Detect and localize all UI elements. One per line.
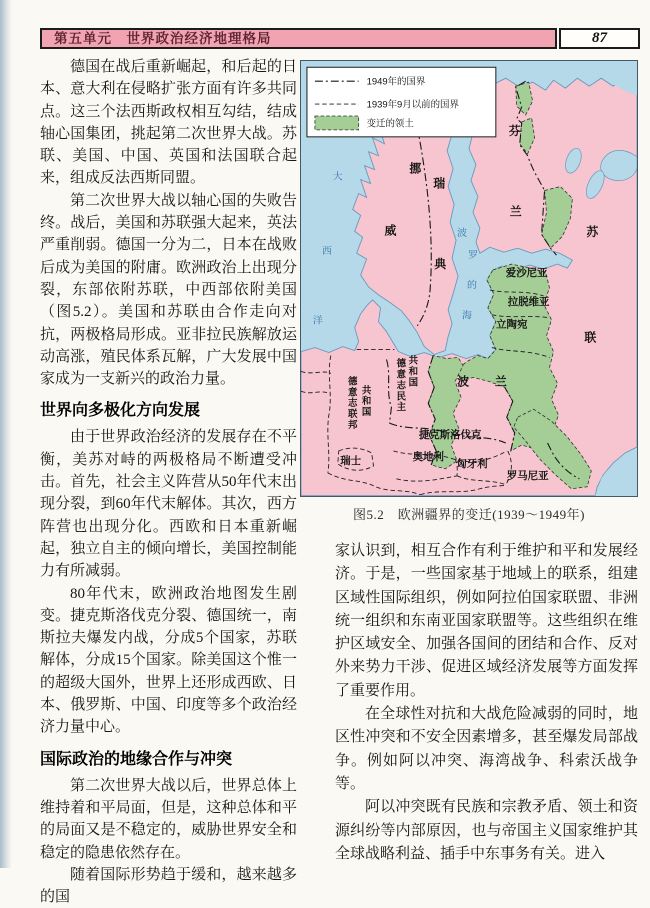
legend-label-1949: 1949年的国界 (366, 76, 426, 88)
map-label-atlantic-2: 西 (321, 246, 332, 258)
legend-label-1939: 1939年9月以前的国界 (366, 99, 459, 111)
map-label-west-germany-a: 德意志联邦 (347, 376, 358, 432)
map-label-west-germany-b: 共和国 (361, 385, 372, 419)
map-label-ussr-1: 苏 (586, 225, 599, 240)
map-label-ussr-2: 联 (584, 330, 597, 345)
paragraph: 在全球性对抗和大战危险减弱的同时，地区性冲突和不安全因素增多，甚至爆发局部战争。例如阿以冲突、海湾战争、科索沃战争等。 (335, 706, 638, 792)
paragraph: 第二次世界大战以后，世界总体上维持着和平局面，但是，这种总体和平的局面又是不稳定的，威胁世界安全和稳定的隐患依然存在。 (40, 777, 297, 861)
map-label-atlantic-3: 洋 (312, 315, 323, 327)
map-label-austria: 奥地利 (412, 451, 444, 463)
paragraph: 随着国际形势趋于缓和，越来越多的国 (40, 866, 297, 906)
paragraph: 由于世界政治经济的发展存在不平衡，美苏对峙的两极格局不断遭受冲击。首先，社会主义阵营从50年代末出现分裂，到60年代末解体。其次，西方阵营也出现分化。西欧和日本重新崛起，独立自主的倾向增长，美国控制能力有所减弱。 (40, 429, 297, 580)
map-label-finland-2: 兰 (509, 204, 522, 219)
unit-title: 第五单元 世界政治经济地理格局 (54, 31, 272, 46)
section-heading-multipolar: 世界向多极化方向发展 (40, 402, 201, 420)
map-label-latvia: 拉脱维亚 (507, 296, 550, 308)
paragraph: 第二次世界大战以轴心国的失败告终。战后，美国和苏联强大起来，英法严重削弱。德国一分为二，日本在战败后成为美国的附庸。欧洲政治上出现分裂，东部依附苏联，中西部依附美国（图5.2）。美国和苏联由合作走向对抗，两极格局形成。亚非拉民族解放运动高涨，殖民体系瓦解，广大发展中国家成为一支新兴的政治力量。 (40, 192, 297, 388)
map-label-norway-2: 威 (384, 223, 397, 238)
legend-swatch-changed-territory (315, 116, 359, 130)
map-caption: 图5.2 欧洲疆界的变迁(1939～1949年) (353, 507, 585, 522)
map-label-baltic-4: 海 (462, 310, 472, 322)
unit-header-bar (40, 28, 557, 49)
map-label-baltic-2: 罗 (467, 250, 478, 262)
paragraph: 80年代末，欧洲政治地图发生剧变。捷克斯洛伐克分裂、德国统一，南斯拉夫爆发内战，分成5个国家，苏联解体，分成15个国家。除美国这个惟一的超级大国外，世界上还形成西欧、日本、俄罗斯、中国、印度等多个政治经济力量中心。 (40, 585, 297, 736)
map-label-poland-2: 兰 (494, 374, 507, 389)
legend-label-changed-territory: 变迁的领土 (366, 118, 414, 130)
map-legend (307, 67, 496, 137)
map-label-norway-1: 挪 (409, 161, 422, 176)
map-label-baltic-1: 波 (457, 228, 468, 240)
map-label-east-germany-b: 共和国 (408, 355, 419, 389)
map-label-hungary: 匈牙利 (456, 458, 488, 470)
paragraph: 家认识到，相互合作有利于维护和平和发展经济。于是，一些国家基于地域上的联系，组建区域性国际组织，例如阿拉伯国家联盟、非洲统一组织和东南亚国家联盟等。这些组织在维护区域安全、加强各国间的团结和合作、反对外来势力干涉、促进区域经济发展等方面发挥了重要作用。 (335, 543, 638, 699)
map-label-lithuania: 立陶宛 (496, 319, 528, 331)
map-label-sweden-1: 瑞 (433, 176, 446, 191)
map-label-east-germany-a: 德意志民主 (396, 358, 407, 414)
left-text-column (40, 56, 297, 908)
page-number-box (559, 28, 640, 49)
scan-gutter-shadow (0, 0, 12, 868)
europe-border-change-map (300, 60, 638, 497)
map-label-sweden-2: 典 (434, 257, 447, 272)
map-label-estonia: 爱沙尼亚 (505, 268, 548, 280)
right-text-column (335, 540, 638, 866)
map-label-atlantic-1: 大 (332, 171, 343, 183)
map-label-finland-1: 芬 (508, 123, 521, 138)
paragraph: 德国在战后重新崛起，和后起的日本、意大利在侵略扩张方面有许多共同点。这三个法西斯政权相互勾结，结成轴心国集团，挑起第二次世界大战。苏联、美国、中国、英国和法国联合起来，组成反法西斯同盟。 (40, 59, 297, 187)
map-label-switzerland: 瑞士 (340, 455, 362, 467)
map-label-poland-1: 波 (457, 374, 469, 389)
map-label-czechoslovakia: 捷克斯洛伐克 (418, 430, 482, 442)
map-label-romania: 罗马尼亚 (506, 470, 549, 482)
map-label-baltic-3: 的 (467, 279, 477, 291)
section-heading-geopolitics: 国际政治的地缘合作与冲突 (40, 750, 233, 768)
paragraph: 阿以冲突既有民族和宗教矛盾、领土和资源纠纷等内部原因，也与帝国主义国家维护其全球战略利益、插手中东事务有关。进入 (335, 799, 638, 862)
page-number: 87 (592, 30, 607, 46)
